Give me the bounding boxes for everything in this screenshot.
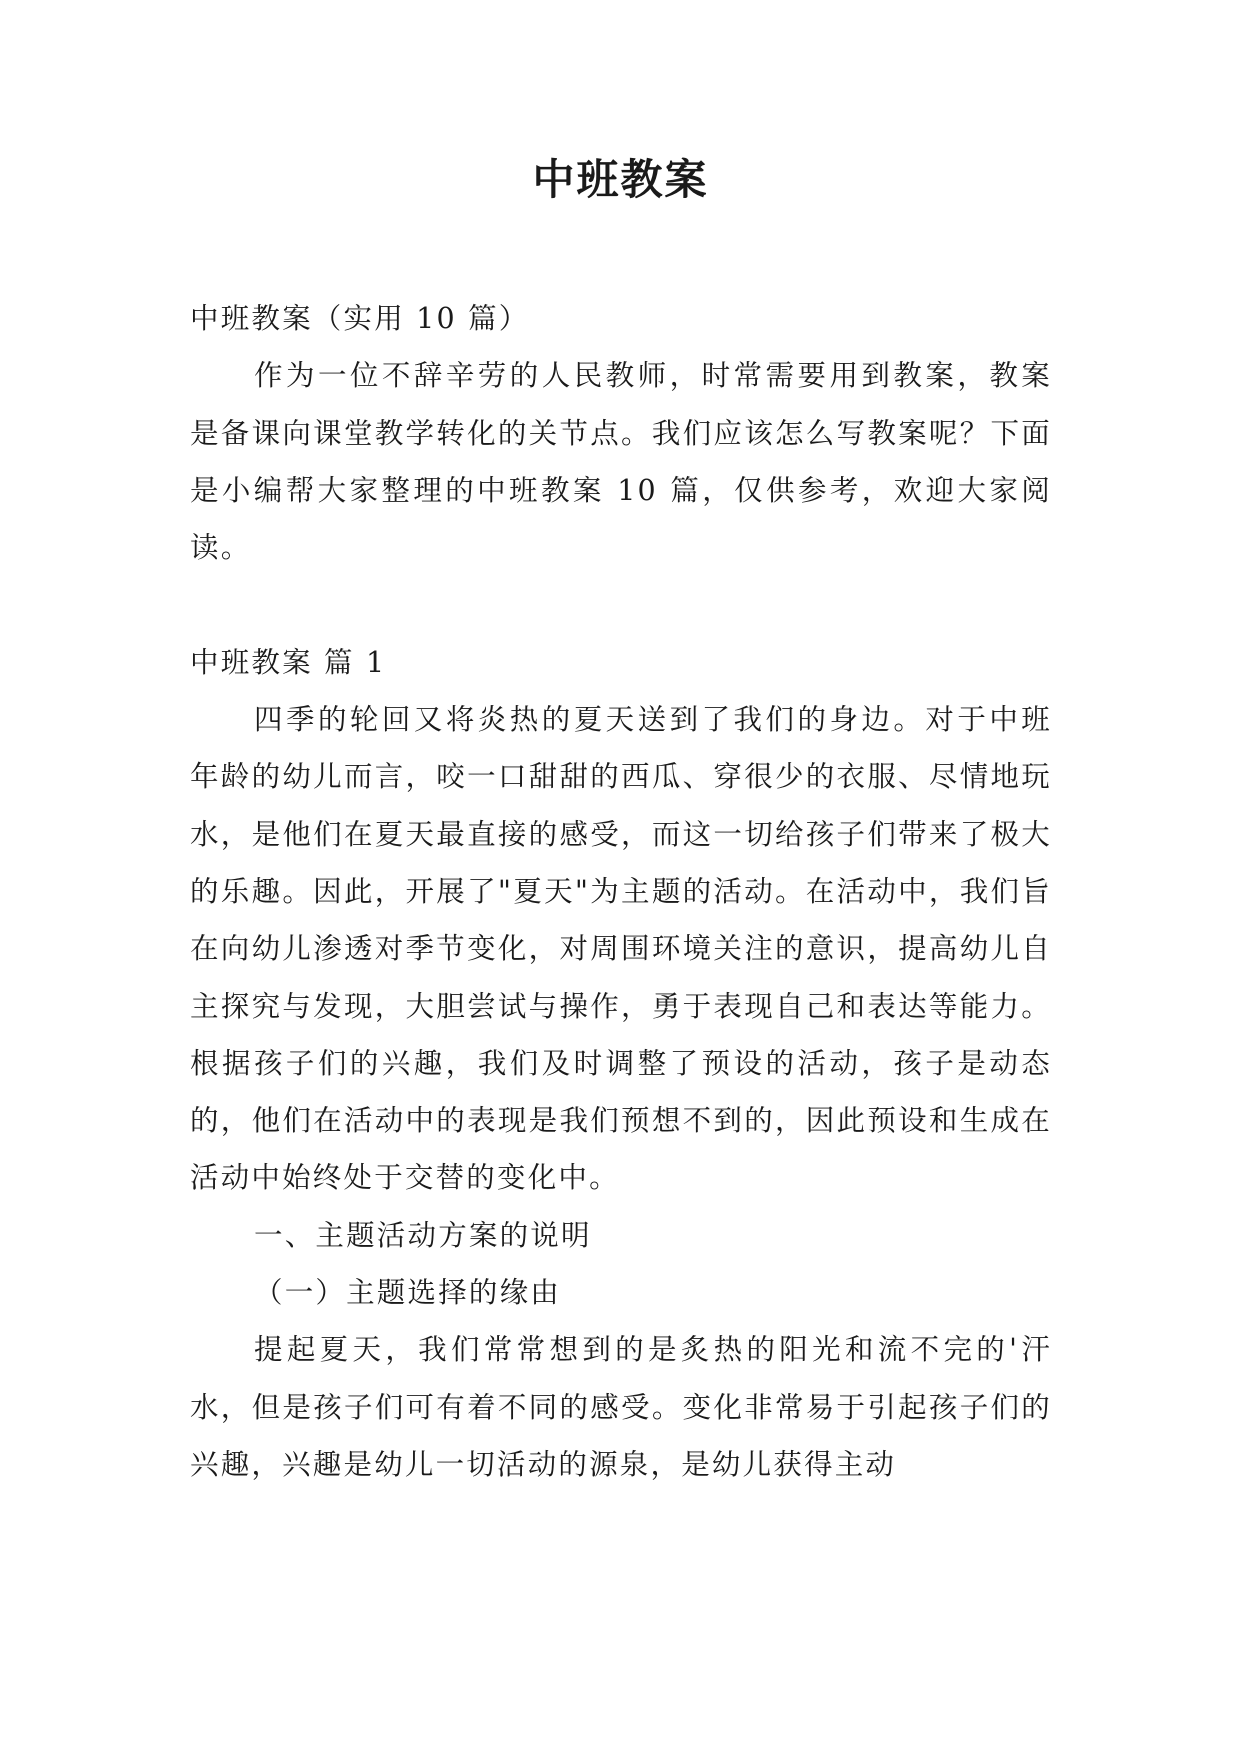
heading-1: 一、主题活动方案的说明	[254, 1218, 592, 1252]
heading-1-1: （一）主题选择的缘由	[254, 1276, 562, 1310]
document-subtitle: 中班教案（实用 10 篇）	[190, 302, 530, 335]
paragraph-gap	[190, 576, 1052, 633]
section-heading: 中班教案 篇 1	[190, 645, 387, 679]
last-paragraph: 提起夏天，我们常常想到的是炙热的阳光和流不完的'汗水，但是孩子们可有着不同的感受。变化非常易于引起孩子们的兴趣，兴趣是幼儿一切活动的源泉，是幼儿获得主动	[190, 1333, 1052, 1481]
document-title: 中班教案	[532, 155, 709, 204]
section-paragraph: 四季的轮回又将炎热的夏天送到了我们的身边。对于中班年龄的幼儿而言，咬一口甜甜的西瓜、穿很少的衣服、尽情地玩水，是他们在夏天最直接的感受，而这一切给孩子们带来了极大的乐趣。因此，开展了"夏天"为主题的活动。在活动中，我们旨在向幼儿渗透对季节变化，对周围环境关注的意识，提高幼儿自主探究与发现，大胆尝试与操作，勇于表现自己和表达等能力。根据孩子们的兴趣，我们及时调整了预设的活动，孩子是动态的，他们在活动中的表现是我们预想不到的，因此预设和生成在活动中始终处于交替的变化中。	[190, 703, 1052, 1195]
intro-paragraph: 作为一位不辞辛劳的人民教师，时常需要用到教案，教案是备课向课堂教学转化的关节点。我们应该怎么写教案呢？下面是小编帮大家整理的中班教案 10 篇，仅供参考，欢迎大家阅读。	[190, 359, 1052, 565]
document-body	[190, 290, 1052, 1493]
